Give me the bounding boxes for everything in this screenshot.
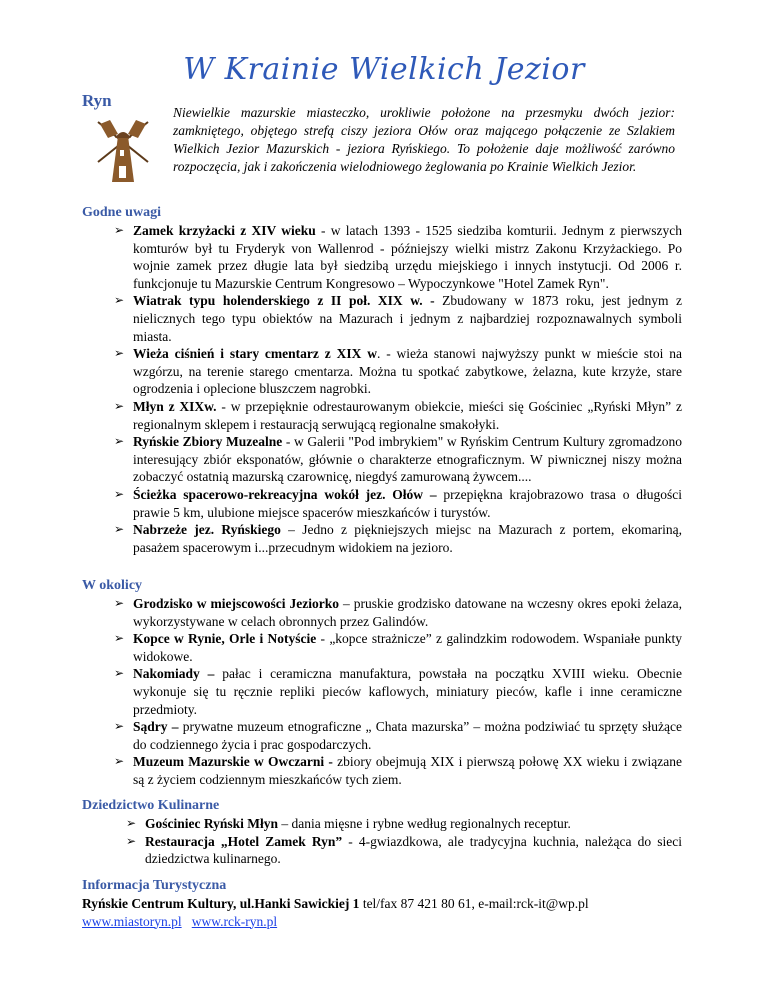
item-text: - w Galerii "Pod imbrykiem" w Ryńskim Centrum Kultury zgromadzono interesujący zbiór eksponatów, głównie o charakterze etnograficznym. W piwnicznej niszy można zobaczyć ostatnią mazurską czarownicę, niegdyś zamurowaną żywcem.... xyxy=(133,434,682,485)
list-item xyxy=(108,665,682,718)
item-heading: Ścieżka spacerowo-rekreacyjna wokół jez. Ołów – xyxy=(133,486,437,502)
item-text: Zbudowany w 1873 roku, jest jednym z nielicznych tego typu obiektów na Mazurach i jednym z najbardziej rozpoznawalnych symboli miasta. xyxy=(133,293,683,344)
list-item xyxy=(108,521,682,556)
item-heading: Nabrzeże jez. Ryńskiego xyxy=(133,522,281,538)
item-text: prywatne muzeum etnograficzne „ Chata mazurska” – można podziwiać tu sprzęty służące do codziennego życia i prac gospodarczych. xyxy=(133,719,682,752)
list-item xyxy=(120,833,682,868)
section-w-okolicy xyxy=(82,577,682,789)
item-text: pałac i ceramiczna manufaktura, powstała na początku XVIII wieku. Obecnie wykonuje się tu ręcznie repliki pieców kaflowych, miniatury pieców, kafle i inne ceramiczne przedmioty. xyxy=(133,666,682,717)
item-heading: Nakomiady – xyxy=(133,666,215,682)
culinary-list xyxy=(82,815,682,868)
intro-paragraph: Niewielkie mazurskie miasteczko, urokliwie położone na przesmyku dwóch jezior: zamkniętego, objętego strefą ciszy jeziora Ołów oraz mającego połączenie ze Szlakiem Wielkich Jezior Mazurskich - jeziora Ryńskiego. To położenie daje możliwość zarówno rozpoczęcia, jak i zakończenia wielodniowego żeglowania po Krainie Wielkich Jezior. xyxy=(173,105,675,174)
item-heading: Wiatrak typu holenderskiego z II poł. XIX w. - xyxy=(133,293,435,309)
list-item xyxy=(108,222,682,292)
item-text: przepiękna krajobrazowo trasa o długości prawie 5 km, ulubione miejsce spacerów mieszkańców i turystów. xyxy=(133,486,682,520)
contact-name: Ryńskie Centrum Kultury, ul.Hanki Sawickiej 1 xyxy=(82,896,360,911)
item-heading: Gościniec Ryński Młyn xyxy=(145,816,279,831)
links-line xyxy=(82,913,682,931)
list-item xyxy=(108,345,682,398)
arrowhead-bullet-icon: ➢ xyxy=(114,293,125,308)
windmill-icon xyxy=(88,112,158,182)
section-title: Dziedzictwo Kulinarne xyxy=(82,798,220,813)
section-godne-uwagi xyxy=(82,204,682,556)
item-text: . - wieża stanowi najwyższy punkt w mieście stoi na wzgórzu, na terenie starego cmentarza. Można tu spotkać zabytkowe, żelazna, kute krzyże, stare ogrodzenia i oplecione bluszczem nagrobki. xyxy=(133,346,682,397)
arrowhead-bullet-icon: ➢ xyxy=(114,486,125,501)
arrowhead-bullet-icon: ➢ xyxy=(114,398,125,413)
list-item xyxy=(108,433,682,486)
arrowhead-bullet-icon: ➢ xyxy=(114,719,125,734)
item-heading: Wieża ciśnień i stary cmentarz z XIX w xyxy=(133,346,377,362)
item-text: - 4-gwiazdkowa, ale tradycyjna kuchnia, należąca do sieci dziedzictwa kulinarnego. xyxy=(145,833,683,867)
section-title: Informacja Turystyczna xyxy=(82,878,227,893)
item-heading: Grodzisko w miejscowości Jeziorko xyxy=(133,596,339,611)
item-text: zbiory obejmują XIX i pierwszą połowę XX wieku i związane są z życiem codziennym mieszkańców tych ziem. xyxy=(133,754,682,787)
arrowhead-bullet-icon: ➢ xyxy=(114,346,125,361)
list-item xyxy=(108,753,682,788)
arrowhead-bullet-icon: ➢ xyxy=(114,596,125,610)
section-title: W okolicy xyxy=(82,578,143,593)
list-item xyxy=(108,292,682,345)
link-rck-ryn[interactable]: www.rck-ryn.pl xyxy=(191,913,278,929)
list-item xyxy=(108,398,682,433)
section-dziedzictwo xyxy=(82,797,682,868)
contact-line xyxy=(82,895,682,913)
arrowhead-bullet-icon: ➢ xyxy=(114,754,125,769)
arrowhead-bullet-icon: ➢ xyxy=(114,631,125,646)
item-text: - „kopce strażnicze” z galindzkim rodowodem. Wspaniałe punkty widokowe. xyxy=(133,631,682,664)
item-heading: Restauracja „Hotel Zamek Ryn” xyxy=(145,833,343,849)
item-text: - w latach 1393 - 1525 siedziba komturii. Jednym z pierwszych komturów był tu Fryderyk von Wallenrod - późniejszy wielki mistrz Zakonu Krzyżackiego. Po wojnie zamek przez długie lata był siedzibą urzędu miejskiego i innych instytucji. Od 2006 r. funkcjonuje tu Mazurskie Centrum Kongresowo – Wypoczynkowe "Hotel Zamek Ryn". xyxy=(133,223,682,291)
arrowhead-bullet-icon: ➢ xyxy=(114,223,125,237)
item-heading: Kopce w Rynie, Orle i Notyście xyxy=(133,631,317,647)
nearby-list xyxy=(82,595,682,789)
section-title: Godne uwagi xyxy=(82,205,161,220)
list-item xyxy=(108,630,682,665)
item-heading: Sądry – xyxy=(133,719,179,735)
item-text: - w przepięknie odrestaurowanym obiekcie, mieści się Gościniec „Ryński Młyn” z regionalnym sklepem i restauracją serwującą regionalne smakołyki. xyxy=(133,398,683,432)
item-heading: Zamek krzyżacki z XIV wieku xyxy=(133,223,316,238)
arrowhead-bullet-icon: ➢ xyxy=(114,666,125,681)
link-miastoryn[interactable]: www.miastoryn.pl xyxy=(82,913,182,929)
contact-details: tel/fax 87 421 80 61, e-mail:rck-it@wp.pl xyxy=(359,896,589,911)
list-item xyxy=(108,718,682,753)
arrowhead-bullet-icon: ➢ xyxy=(126,816,137,830)
arrowhead-bullet-icon: ➢ xyxy=(126,833,137,848)
arrowhead-bullet-icon: ➢ xyxy=(114,434,125,449)
item-heading: Muzeum Mazurskie w Owczarni - xyxy=(133,754,333,770)
item-heading: Młyn z XIXw. xyxy=(133,398,217,414)
item-text: – Jedno z piękniejszych miejsc na Mazurach z portem, ekomariną, pasażem spacerowym i...przecudnym widokiem na jezioro. xyxy=(133,522,682,555)
arrowhead-bullet-icon: ➢ xyxy=(114,522,125,537)
place-name: Ryn xyxy=(82,91,112,110)
item-text: – dania mięsne i rybne według regionalnych receptur. xyxy=(278,816,571,831)
item-heading: Ryńskie Zbiory Muzealne xyxy=(133,434,283,450)
attractions-list xyxy=(82,222,682,556)
list-item xyxy=(108,595,682,630)
item-text: – pruskie grodzisko datowane na wczesny okres epoki żelaza, wykorzystywane w celach obronnych przez Galindów. xyxy=(133,596,682,629)
page-title: W Krainie Wielkich Jezior xyxy=(183,52,585,87)
list-item xyxy=(120,815,682,833)
list-item xyxy=(108,486,682,521)
section-informacja xyxy=(82,877,682,930)
